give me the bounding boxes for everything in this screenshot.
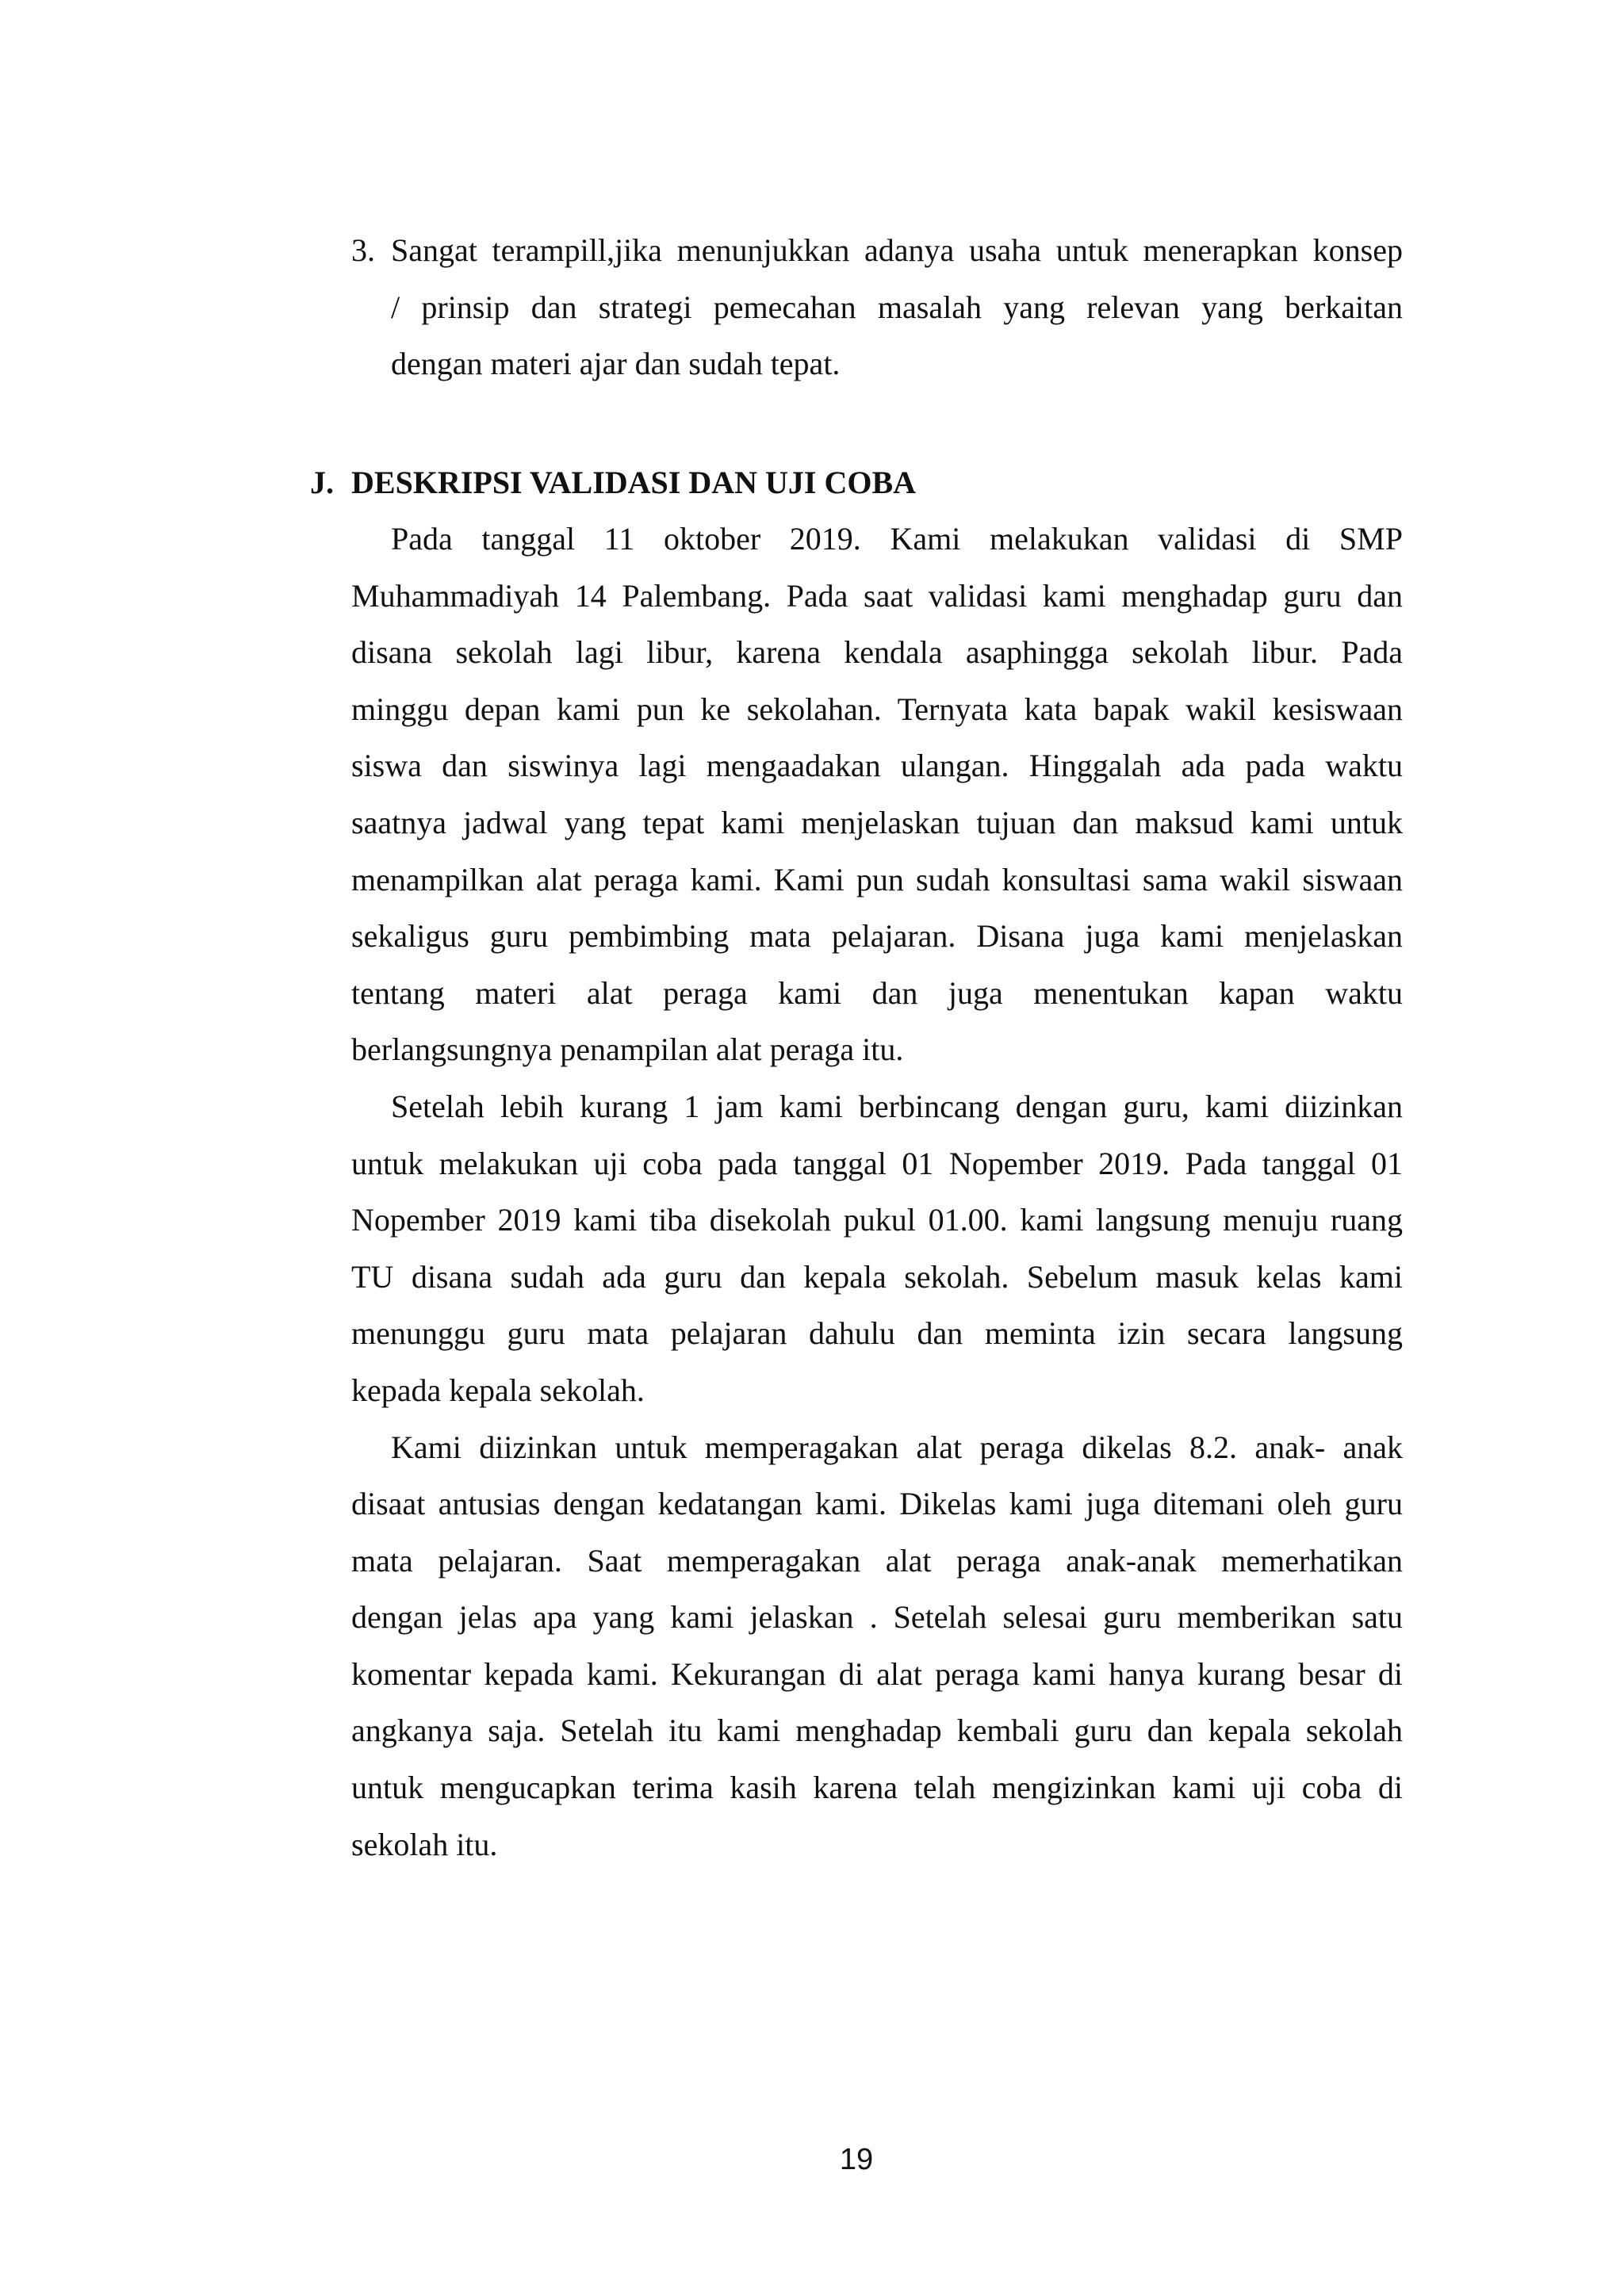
paragraph-line: untuk melakukan uji coba pada tanggal 01 Nopember 2019. Pada tanggal 01 <box>351 1145 1403 1181</box>
paragraph-line: Kami diizinkan untuk memperagakan alat peraga dikelas 8.2. anak- anak <box>391 1429 1403 1465</box>
list-item-line: Sangat terampill,jika menunjukkan adanya usaha untuk menerapkan konsep <box>391 232 1403 268</box>
paragraph-line: berlangsungnya penampilan alat peraga itu. <box>351 1031 904 1068</box>
paragraph-line: Nopember 2019 kami tiba disekolah pukul 01.00. kami langsung menuju ruang <box>351 1202 1403 1238</box>
paragraph-line: siswa dan siswinya lagi mengaadakan ulangan. Hinggalah ada pada waktu <box>351 748 1403 784</box>
section-heading <box>310 454 1403 511</box>
paragraph-line: TU disana sudah ada guru dan kepala sekolah. Sebelum masuk kelas kami <box>351 1258 1403 1295</box>
paragraph-line: kepada kepala sekolah. <box>351 1372 645 1408</box>
paragraph-line: minggu depan kami pun ke sekolahan. Ternyata kata bapak wakil kesiswaan <box>351 691 1403 727</box>
paragraph-line: Muhammadiyah 14 Palembang. Pada saat validasi kami menghadap guru dan <box>351 577 1403 614</box>
list-item-line: / prinsip dan strategi pemecahan masalah yang relevan yang berkaitan <box>391 289 1403 325</box>
paragraph-line: saatnya jadwal yang tepat kami menjelaskan tujuan dan maksud kami untuk <box>351 804 1403 840</box>
list-item-line: dengan materi ajar dan sudah tepat. <box>391 346 841 382</box>
paragraph-line: angkanya saja. Setelah itu kami menghadap kembali guru dan kepala sekolah <box>351 1712 1403 1749</box>
section-body <box>351 511 1403 1873</box>
section-heading-number: J. <box>310 465 334 500</box>
paragraph-line: disana sekolah lagi libur, karena kendala asaphingga sekolah libur. Pada <box>351 634 1403 671</box>
paragraph-line: Pada tanggal 11 oktober 2019. Kami melakukan validasi di SMP <box>391 521 1403 557</box>
section-heading-title: DESKRIPSI VALIDASI DAN UJI COBA <box>351 465 917 500</box>
list-item-number: 3. <box>351 232 375 268</box>
page-number: 19 <box>839 2143 874 2176</box>
paragraph-line: menampilkan alat peraga kami. Kami pun sudah konsultasi sama wakil siswaan <box>351 861 1403 897</box>
paragraph-line: sekolah itu. <box>351 1826 498 1862</box>
paragraph-line: Setelah lebih kurang 1 jam kami berbincang dengan guru, kami diizinkan <box>391 1088 1403 1124</box>
paragraph-line: dengan jelas apa yang kami jelaskan . Setelah selesai guru memberikan satu <box>351 1599 1403 1636</box>
paragraph-line: mata pelajaran. Saat memperagakan alat peraga anak-anak memerhatikan <box>351 1542 1403 1578</box>
paragraph-line: untuk mengucapkan terima kasih karena telah mengizinkan kami uji coba di <box>351 1770 1403 1806</box>
list-item-3 <box>351 222 1403 392</box>
paragraph-2 <box>351 1078 1403 1419</box>
paragraph-line: sekaligus guru pembimbing mata pelajaran. Disana juga kami menjelaskan <box>351 918 1403 955</box>
paragraph-line: tentang materi alat peraga kami dan juga menentukan kapan waktu <box>351 974 1403 1011</box>
paragraph-line: menunggu guru mata pelajaran dahulu dan meminta izin secara langsung <box>351 1315 1403 1352</box>
paragraph-line: disaat antusias dengan kedatangan kami. Dikelas kami juga ditemani oleh guru <box>351 1486 1403 1522</box>
paragraph-line: komentar kepada kami. Kekurangan di alat peraga kami hanya kurang besar di <box>351 1655 1403 1692</box>
paragraph-1 <box>351 511 1403 1078</box>
paragraph-3 <box>351 1419 1403 1873</box>
